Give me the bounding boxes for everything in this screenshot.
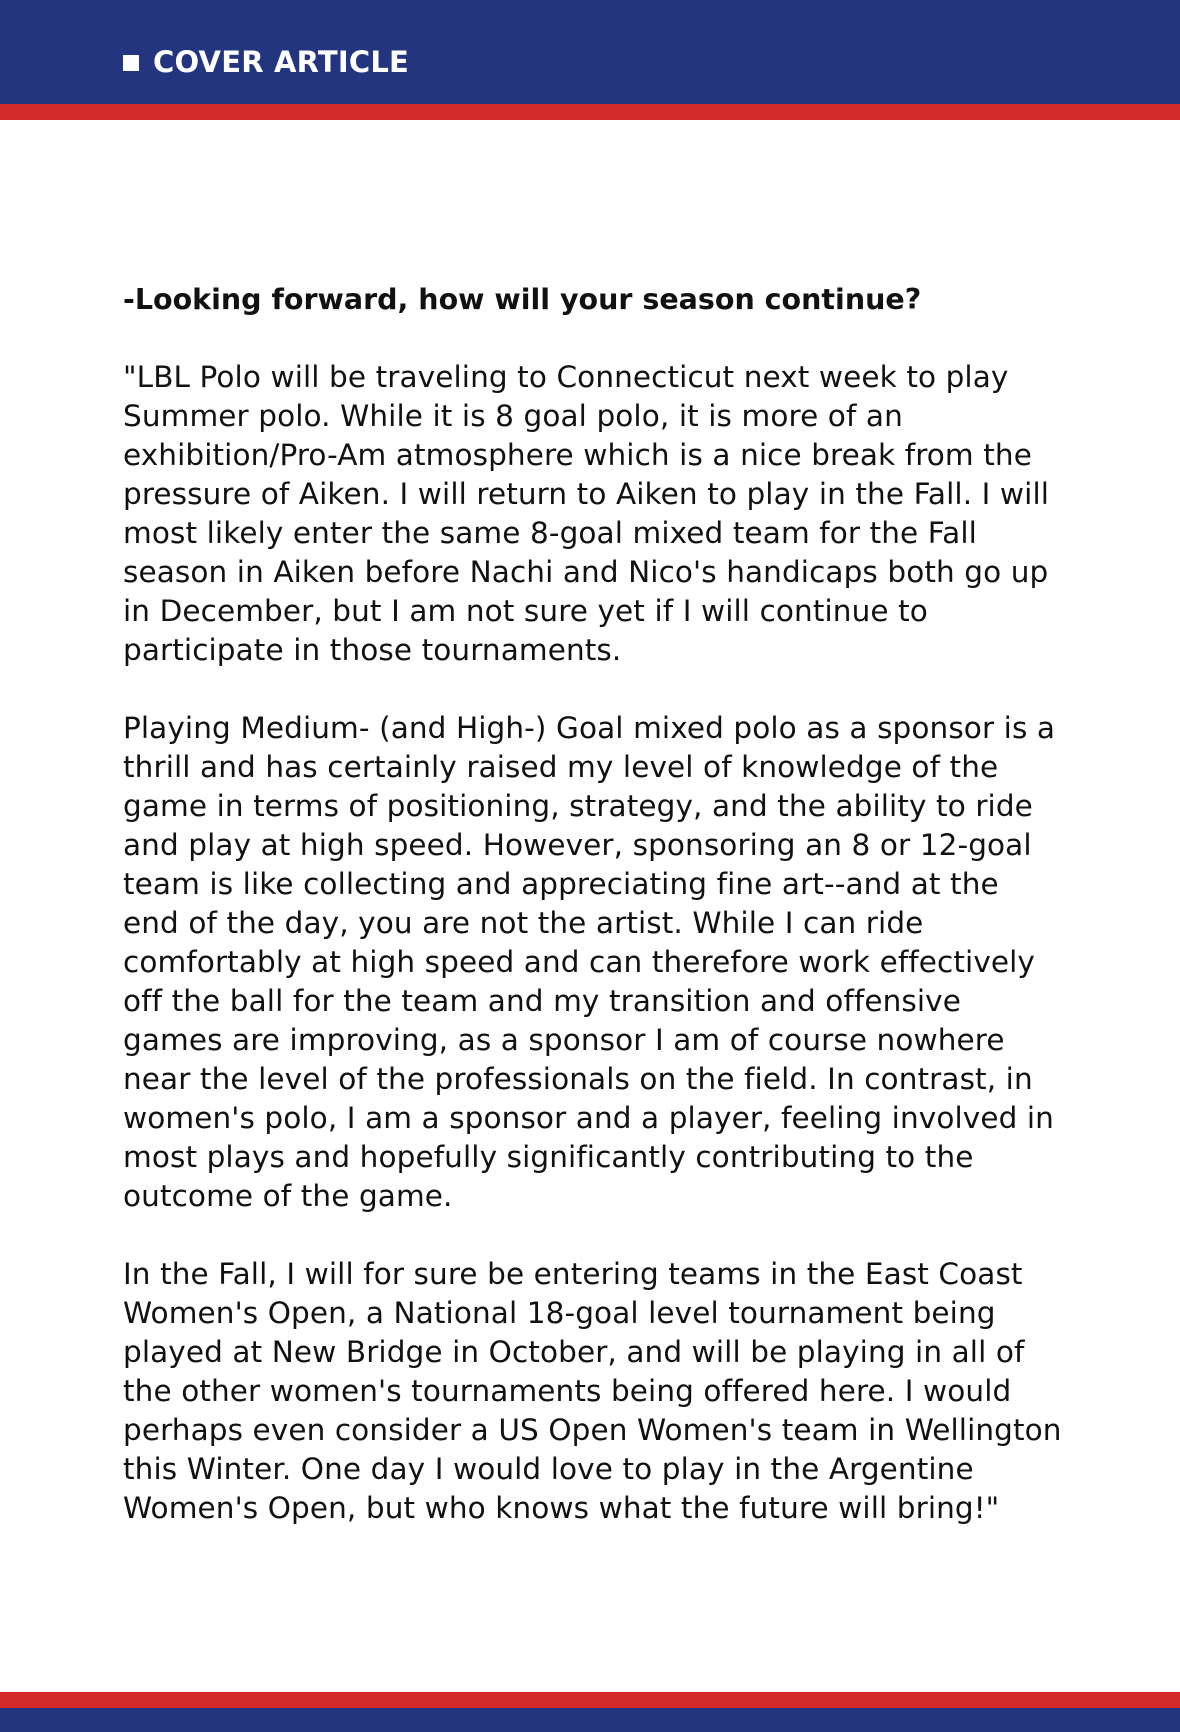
- header-band: [0, 0, 1180, 104]
- section-label: [123, 45, 410, 79]
- square-icon: [123, 55, 139, 71]
- section-label-text: COVER ARTICLE: [153, 45, 410, 79]
- answer-paragraph: In the Fall, I will for sure be entering teams in the East Coast Women's Open, a National 18-goal level tournament being played at New Bridge in October, and will be playing in all of the other women's tournaments being offered here. I would perhaps even consider a US Open Women's team in Wellington this Winter. One day I would love to play in the Argentine Women's Open, but who knows what the future will bring!": [123, 1257, 1062, 1525]
- interview-question: -Looking forward, how will your season continue?: [123, 283, 922, 316]
- answer-paragraph: Playing Medium- (and High-) Goal mixed polo as a sponsor is a thrill and has certainly raised my level of knowledge of the game in terms of positioning, strategy, and the ability to ride and play at high speed. However, sponsoring an 8 or 12-goal team is like collecting and appreciating fine art--and at the end of the day, you are not the artist. While I can ride comfortably at high speed and can therefore work effectively off the ball for the team and my transition and offensive games are improving, as a sponsor I am of course nowhere near the level of the professionals on the field. In contrast, in women's polo, I am a sponsor and a player, feeling involved in most plays and hopefully significantly contributing to the outcome of the game.: [123, 711, 1056, 1213]
- footer-stripe: [0, 1692, 1180, 1708]
- article-body: [123, 280, 1063, 1528]
- answer-paragraph: "LBL Polo will be traveling to Connecticut next week to play Summer polo. While it is 8 goal polo, it is more of an exhibition/Pro-Am atmosphere which is a nice break from the pressure of Aiken. I will return to Aiken to play in the Fall. I will most likely enter the same 8-goal mixed team for the Fall season in Aiken before Nachi and Nico's handicaps both go up in December, but I am not sure yet if I will continue to participate in those tournaments.: [123, 360, 1050, 667]
- footer-band: [0, 1708, 1180, 1732]
- header-stripe: [0, 104, 1180, 120]
